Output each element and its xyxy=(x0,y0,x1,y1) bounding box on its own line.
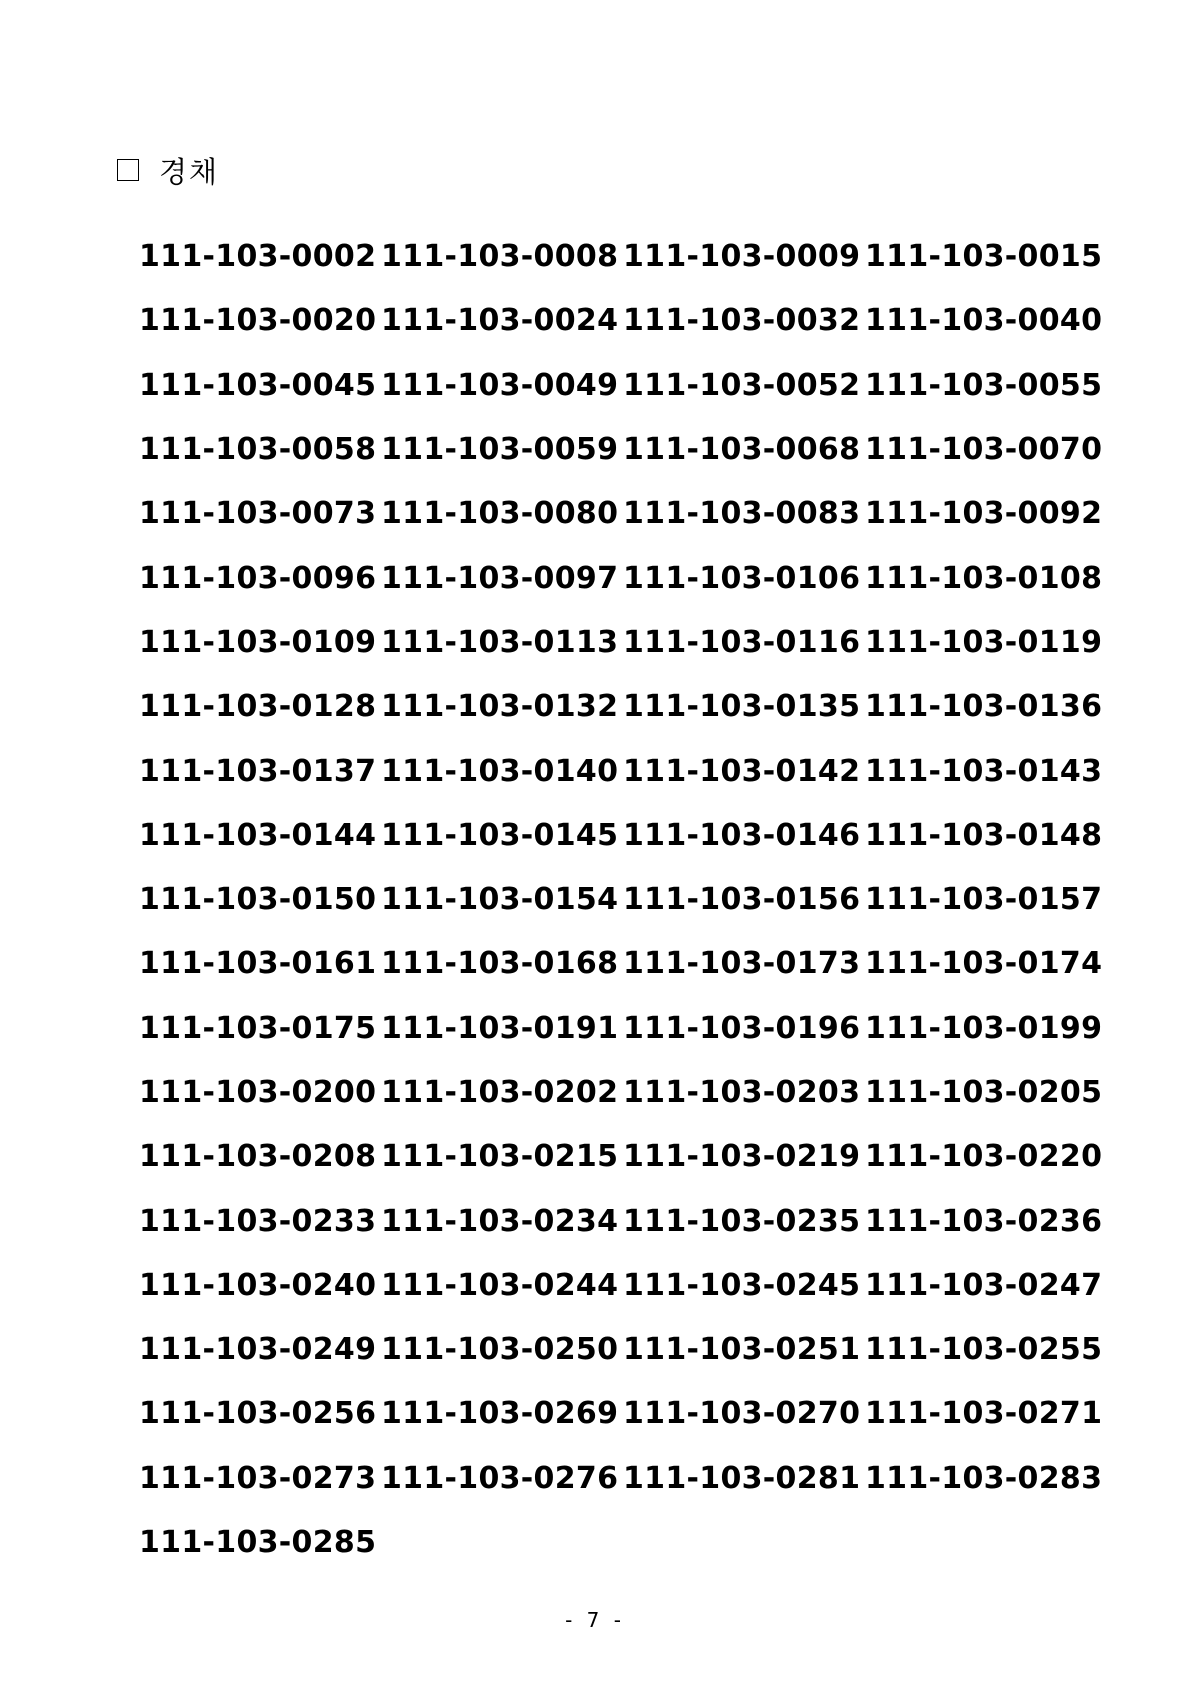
code-item: 111-103-0191 xyxy=(381,1010,619,1046)
code-item: 111-103-0055 xyxy=(865,367,1103,403)
code-item: 111-103-0203 xyxy=(623,1075,861,1110)
code-item: 111-103-0273 xyxy=(139,1460,377,1496)
code-list xyxy=(139,225,1103,1575)
code-item: 111-103-0083 xyxy=(623,496,861,532)
code-item: 111-103-0106 xyxy=(623,560,861,596)
code-item: 111-103-0233 xyxy=(139,1203,377,1239)
code-item: 111-103-0108 xyxy=(865,560,1103,596)
code-item: 111-103-0200 xyxy=(139,1075,377,1110)
code-item: 111-103-0251 xyxy=(623,1332,861,1368)
code-item: 111-103-0008 xyxy=(381,239,619,275)
checkbox-icon xyxy=(117,159,139,181)
code-item: 111-103-0173 xyxy=(623,946,861,982)
code-item: 111-103-0154 xyxy=(381,882,619,918)
code-item: 111-103-0145 xyxy=(381,817,619,853)
code-item: 111-103-0281 xyxy=(623,1460,861,1496)
code-item: 111-103-0168 xyxy=(381,946,619,982)
code-item: 111-103-0236 xyxy=(865,1203,1103,1239)
code-item: 111-103-0058 xyxy=(139,432,377,468)
code-item: 111-103-0135 xyxy=(623,689,861,725)
code-item: 111-103-0156 xyxy=(623,882,861,918)
code-item: 111-103-0256 xyxy=(139,1396,377,1432)
code-item: 111-103-0271 xyxy=(865,1396,1103,1432)
code-item: 111-103-0052 xyxy=(623,367,861,403)
code-item: 111-103-0096 xyxy=(139,560,377,596)
code-item: 111-103-0148 xyxy=(865,817,1103,853)
code-item: 111-103-0049 xyxy=(381,367,619,403)
code-item: 111-103-0024 xyxy=(381,303,619,339)
code-item: 111-103-0146 xyxy=(623,817,861,853)
code-item: 111-103-0208 xyxy=(139,1139,377,1175)
code-item: 111-103-0136 xyxy=(865,689,1103,725)
code-item: 111-103-0199 xyxy=(865,1010,1103,1046)
code-item: 111-103-0132 xyxy=(381,689,619,725)
code-item: 111-103-0161 xyxy=(139,946,377,982)
code-item: 111-103-0068 xyxy=(623,432,861,468)
code-item: 111-103-0219 xyxy=(623,1139,861,1175)
code-item: 111-103-0015 xyxy=(865,239,1103,275)
code-item: 111-103-0269 xyxy=(381,1396,619,1432)
code-item: 111-103-0070 xyxy=(865,432,1103,468)
code-item: 111-103-0215 xyxy=(381,1139,619,1175)
code-item: 111-103-0175 xyxy=(139,1010,377,1046)
code-item: 111-103-0150 xyxy=(139,882,377,918)
code-item: 111-103-0059 xyxy=(381,432,619,468)
code-item: 111-103-0032 xyxy=(623,303,861,339)
code-item: 111-103-0020 xyxy=(139,303,377,339)
code-item: 111-103-0143 xyxy=(865,753,1103,789)
code-item: 111-103-0174 xyxy=(865,946,1103,982)
page-number: - 7 - xyxy=(565,1608,625,1632)
code-item: 111-103-0002 xyxy=(139,239,377,275)
code-item: 111-103-0270 xyxy=(623,1396,861,1432)
code-item: 111-103-0276 xyxy=(381,1460,619,1496)
code-item: 111-103-0220 xyxy=(865,1139,1103,1175)
code-item: 111-103-0234 xyxy=(381,1203,619,1239)
code-item: 111-103-0249 xyxy=(139,1332,377,1368)
code-item: 111-103-0285 xyxy=(139,1525,377,1561)
code-item: 111-103-0283 xyxy=(865,1460,1103,1496)
code-item: 111-103-0157 xyxy=(865,882,1103,918)
code-item: 111-103-0235 xyxy=(623,1203,861,1239)
code-item: 111-103-0244 xyxy=(381,1267,619,1303)
section-header xyxy=(117,150,219,190)
code-item: 111-103-0009 xyxy=(623,239,861,275)
code-item: 111-103-0142 xyxy=(623,753,861,789)
section-title: 경채 xyxy=(159,154,220,189)
code-item: 111-103-0144 xyxy=(139,817,377,853)
code-item: 111-103-0128 xyxy=(139,689,377,725)
code-item: 111-103-0113 xyxy=(381,624,619,660)
code-item: 111-103-0137 xyxy=(139,753,377,789)
code-item: 111-103-0109 xyxy=(139,624,377,660)
code-item: 111-103-0073 xyxy=(139,496,377,532)
code-item: 111-103-0116 xyxy=(623,624,861,660)
code-item: 111-103-0196 xyxy=(623,1010,861,1046)
code-item: 111-103-0119 xyxy=(865,624,1103,660)
code-item: 111-103-0092 xyxy=(865,496,1103,532)
code-item: 111-103-0250 xyxy=(381,1332,619,1368)
code-item: 111-103-0040 xyxy=(865,303,1103,339)
code-item: 111-103-0045 xyxy=(139,367,377,403)
code-item: 111-103-0240 xyxy=(139,1267,377,1303)
code-item: 111-103-0140 xyxy=(381,753,619,789)
code-item: 111-103-0097 xyxy=(381,560,619,596)
code-item: 111-103-0205 xyxy=(865,1075,1103,1110)
code-item: 111-103-0255 xyxy=(865,1332,1103,1368)
code-item: 111-103-0245 xyxy=(623,1267,861,1303)
code-item: 111-103-0247 xyxy=(865,1267,1103,1303)
code-item: 111-103-0080 xyxy=(381,496,619,532)
code-item: 111-103-0202 xyxy=(381,1075,619,1110)
